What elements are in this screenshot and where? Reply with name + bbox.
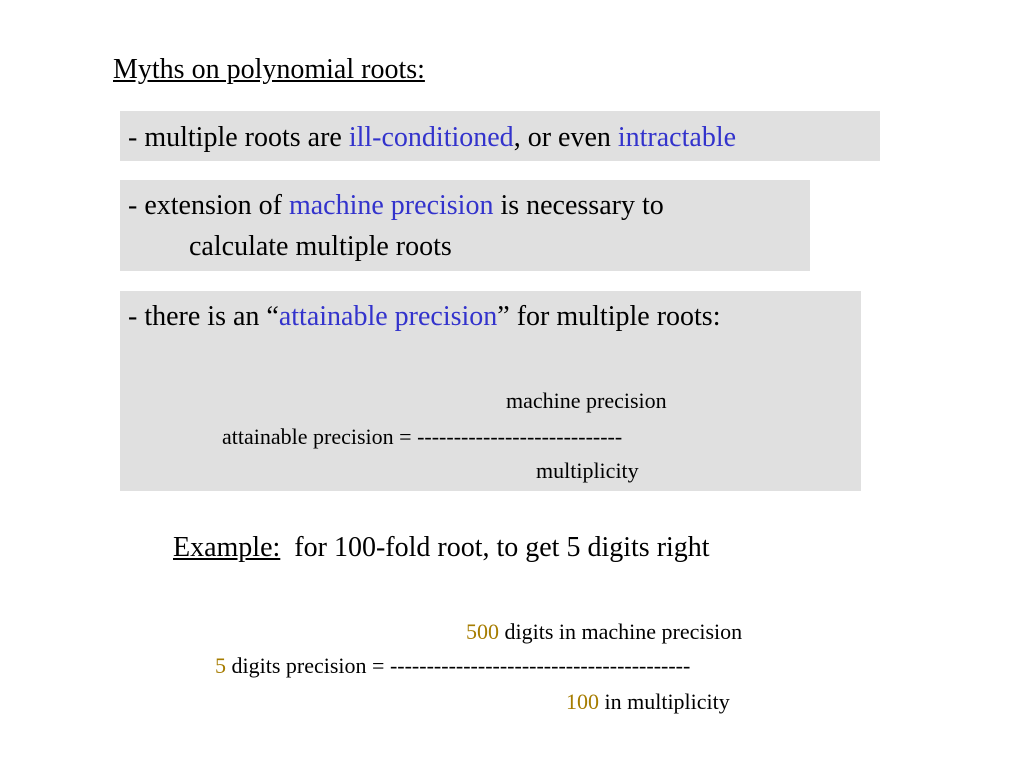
myth-2-line-1: [128, 188, 664, 224]
formula-2-num-text: digits in machine precision: [499, 619, 743, 644]
formula-2-den-value: 100: [566, 689, 599, 714]
myth-3-suffix: ” for multiple roots:: [497, 301, 721, 332]
formula-1-numerator: machine precision: [506, 388, 667, 413]
formula-1-denominator: multiplicity: [536, 458, 639, 483]
formula-2-denominator: [566, 688, 730, 716]
formula-1-left: attainable precision =: [222, 424, 418, 449]
myth-3-text: [128, 299, 720, 335]
formula-1-line: [222, 423, 622, 451]
myth-1-prefix: - multiple roots are: [128, 122, 349, 153]
formula-2-num-value: 500: [466, 619, 499, 644]
formula-2-left-text: digits precision =: [226, 653, 390, 678]
myth-2-suffix: is necessary to: [493, 190, 664, 221]
formula-2-den-text: in multiplicity: [599, 689, 730, 714]
example-text: for 100-fold root, to get 5 digits right: [280, 532, 710, 563]
myth-1-middle: , or even: [513, 122, 618, 153]
formula-2-left-value: 5: [215, 653, 226, 678]
myth-1-text: [128, 120, 736, 156]
slide-title: Myths on polynomial roots:: [113, 54, 425, 85]
formula-1-bar: ----------------------------: [417, 424, 623, 449]
formula-2-line: [215, 652, 690, 680]
myth-2-line-2: calculate multiple roots: [189, 231, 452, 262]
myth-2-highlight: machine precision: [288, 190, 494, 221]
myth-1-highlight-intractable: intractable: [617, 122, 737, 153]
example-line: [173, 530, 710, 566]
formula-2-numerator: [466, 618, 742, 646]
myth-1-highlight-ill-conditioned: ill-conditioned: [348, 122, 514, 153]
myth-2-prefix: - extension of: [128, 190, 289, 221]
myth-3-highlight: attainable precision: [278, 301, 498, 332]
myth-3-prefix: - there is an “: [128, 301, 279, 332]
example-label: Example:: [173, 532, 281, 563]
formula-2-bar: -----------------------------------------: [389, 653, 691, 678]
